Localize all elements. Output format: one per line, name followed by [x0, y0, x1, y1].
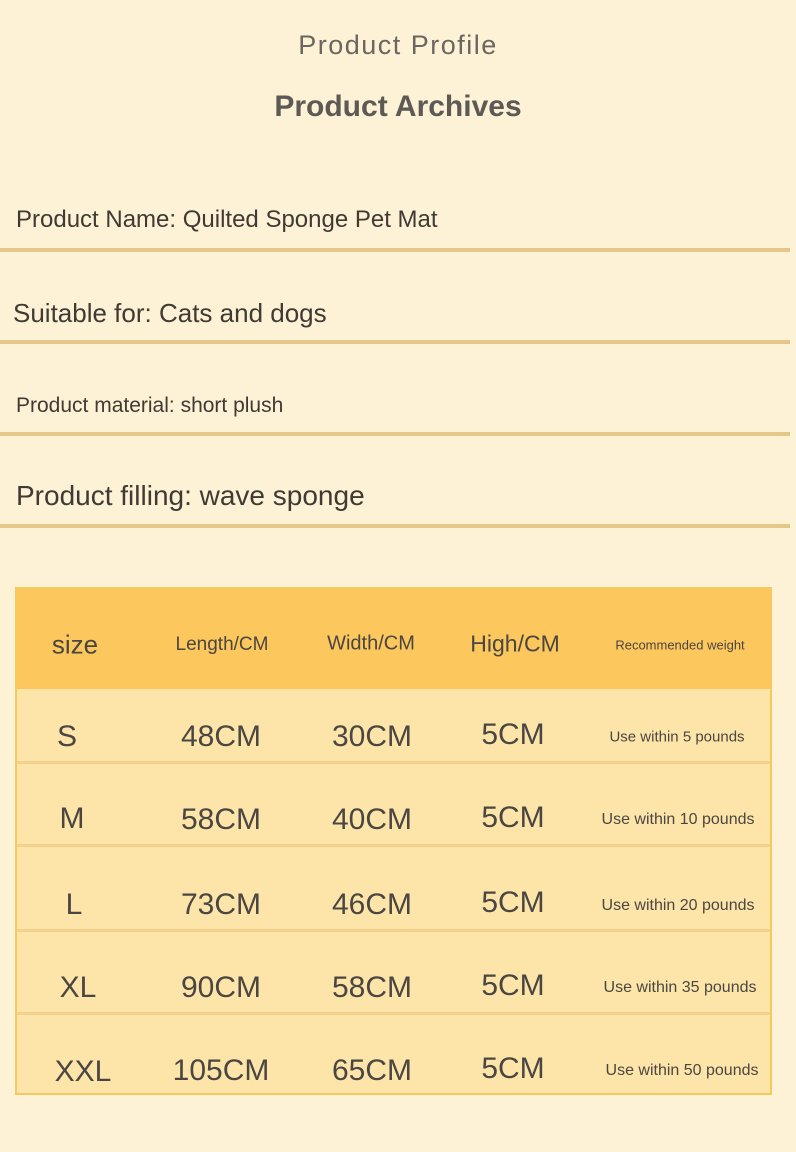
table-cell-weight: Use within 10 pounds	[601, 811, 755, 828]
row-divider	[17, 929, 770, 932]
table-cell-height: 5CM	[481, 801, 545, 834]
table-cell-size: XXL	[54, 1055, 112, 1088]
table-cell-size: L	[65, 888, 83, 921]
row-divider	[17, 844, 770, 847]
row-divider	[17, 761, 770, 764]
table-cell-width: 40CM	[331, 803, 413, 836]
table-cell-weight: Use within 5 pounds	[609, 728, 745, 746]
info-row-material	[0, 390, 790, 436]
table-cell-size: XL	[59, 971, 97, 1004]
info-row-suitable-for	[0, 294, 790, 344]
page-subtitle: Product Profile	[298, 30, 498, 60]
table-cell-width: 30CM	[331, 720, 413, 753]
table-cell-width: 65CM	[331, 1054, 413, 1087]
header-length: Length/CM	[175, 634, 269, 655]
table-cell-length: 58CM	[180, 803, 262, 836]
table-cell-height: 5CM	[481, 718, 545, 751]
table-cell-width: 58CM	[331, 971, 413, 1004]
header-height: High/CM	[470, 630, 560, 657]
table-cell-height: 5CM	[481, 886, 545, 919]
table-cell-length: 90CM	[180, 971, 262, 1004]
table-cell-length: 48CM	[180, 720, 262, 753]
table-cell-weight: Use within 20 pounds	[601, 897, 755, 914]
row-divider	[17, 1012, 770, 1015]
table-cell-height: 5CM	[481, 1052, 545, 1085]
table-cell-length: 73CM	[180, 888, 262, 921]
info-suitable-for: Suitable for: Cats and dogs	[13, 298, 327, 328]
size-table	[15, 587, 772, 1095]
table-cell-size: M	[59, 802, 85, 835]
info-row-product-name	[0, 200, 790, 252]
table-cell-width: 46CM	[331, 888, 413, 921]
header-width: Width/CM	[327, 632, 415, 655]
table-cell-weight: Use within 50 pounds	[605, 1062, 759, 1079]
table-cell-size: S	[56, 720, 78, 753]
page-title: Product Archives	[274, 90, 522, 123]
info-row-filling	[0, 476, 790, 528]
info-product-name: Product Name: Quilted Sponge Pet Mat	[16, 206, 438, 233]
table-cell-weight: Use within 35 pounds	[603, 979, 757, 996]
table-cell-height: 5CM	[481, 969, 545, 1002]
header-size: size	[51, 629, 99, 660]
info-material: Product material: short plush	[16, 394, 284, 417]
info-filling: Product filling: wave sponge	[16, 480, 365, 511]
header-recommended-weight: Recommended weight	[615, 637, 745, 653]
size-table-header	[17, 589, 770, 689]
table-cell-length: 105CM	[172, 1054, 270, 1087]
